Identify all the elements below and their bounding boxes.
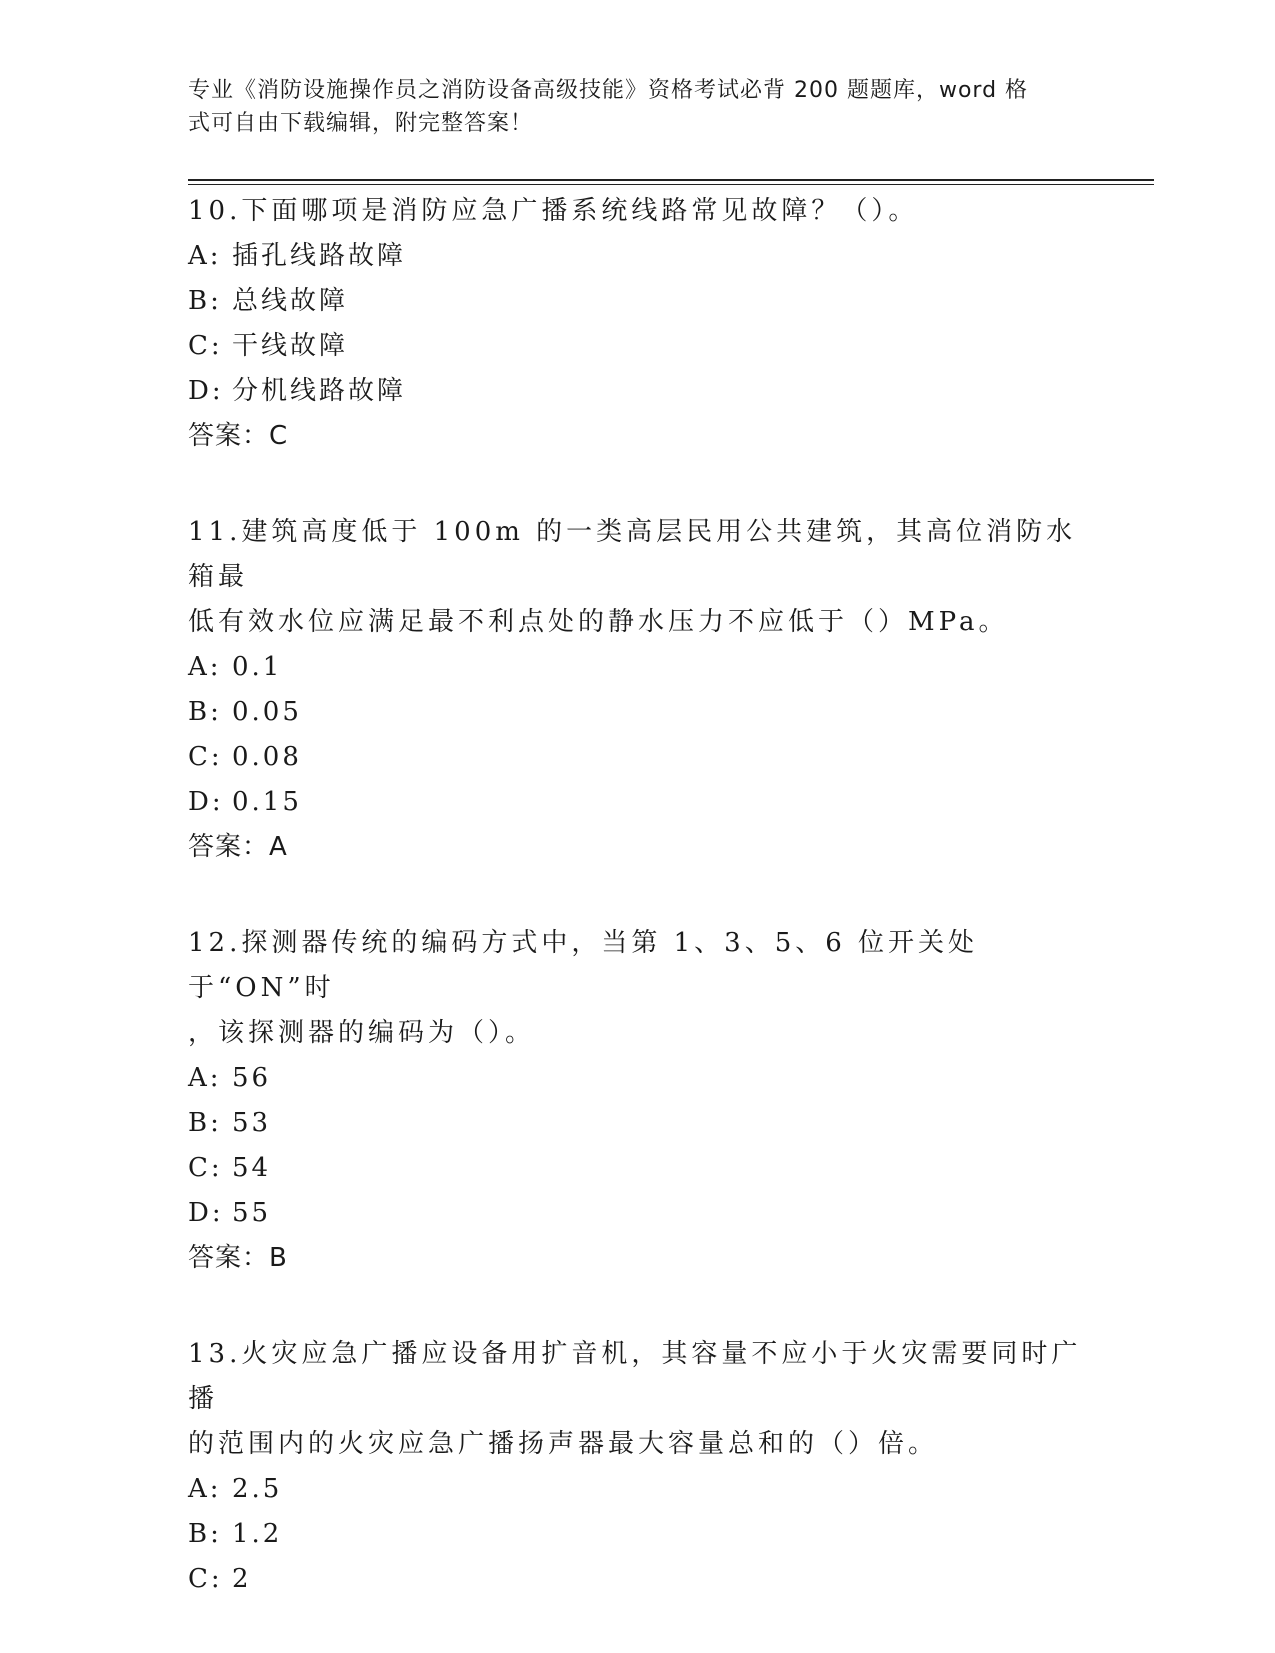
question-11	[188, 510, 1088, 870]
question-12	[188, 921, 1088, 1281]
option-a	[188, 1467, 1088, 1512]
option-text: 0.1	[232, 652, 283, 682]
question-text-line: 11.建筑高度低于 100m 的一类高层民用公共建筑，其高位消防水箱最	[188, 517, 1077, 592]
option-text: 55	[232, 1198, 272, 1228]
option-text: 56	[232, 1063, 272, 1093]
option-letter: C:	[188, 1564, 223, 1594]
option-text: 53	[232, 1108, 272, 1138]
option-c	[188, 735, 1088, 780]
question-text	[188, 1332, 1088, 1467]
question-list	[188, 189, 1088, 1653]
option-letter: A:	[188, 1474, 222, 1504]
option-c	[188, 1146, 1088, 1191]
option-letter: D:	[188, 376, 224, 406]
option-letter: B:	[188, 1108, 222, 1138]
option-text: 分机线路故障	[232, 376, 407, 406]
option-letter: A:	[188, 652, 222, 682]
option-letter: B:	[188, 697, 222, 727]
option-text: 总线故障	[232, 286, 349, 316]
option-text: 0.08	[232, 742, 302, 772]
option-letter: B:	[188, 286, 222, 316]
question-text-line: 的范围内的火灾应急广播扬声器最大容量总和的（）倍。	[188, 1429, 939, 1459]
option-d	[188, 1191, 1088, 1236]
option-text: 2	[232, 1564, 252, 1594]
answer-line: 答案：C	[188, 421, 289, 451]
option-text: 插孔线路故障	[232, 241, 407, 271]
option-letter: D:	[188, 787, 224, 817]
option-text: 54	[232, 1153, 272, 1183]
option-c	[188, 324, 1088, 369]
option-b	[188, 279, 1088, 324]
option-text: 2.5	[232, 1474, 283, 1504]
option-letter: C:	[188, 742, 223, 772]
option-letter: A:	[188, 1063, 222, 1093]
question-text	[188, 921, 1088, 1056]
option-text: 0.05	[232, 697, 302, 727]
option-b	[188, 1101, 1088, 1146]
option-letter: C:	[188, 331, 223, 361]
option-b	[188, 1512, 1088, 1557]
header-line-1: 专业《消防设施操作员之消防设备高级技能》资格考试必背 200 题题库，word 格	[188, 78, 1029, 103]
option-text: 1.2	[232, 1519, 283, 1549]
question-10	[188, 189, 1088, 459]
option-a	[188, 1056, 1088, 1101]
option-letter: C:	[188, 1153, 223, 1183]
question-text-line: 13.火灾应急广播应设备用扩音机，其容量不应小于火灾需要同时广播	[188, 1339, 1082, 1414]
header-divider	[188, 179, 1154, 185]
option-b	[188, 690, 1088, 735]
question-text	[188, 189, 1088, 234]
question-text	[188, 510, 1088, 645]
question-text-line: 低有效水位应满足最不利点处的静水压力不应低于（）MPa。	[188, 607, 1009, 637]
option-text: 0.15	[232, 787, 302, 817]
question-13	[188, 1332, 1088, 1602]
header-line-2: 式可自由下载编辑，附完整答案！	[188, 111, 534, 136]
answer-line: 答案：A	[188, 832, 288, 862]
option-letter: B:	[188, 1519, 222, 1549]
question-text-line: 10.下面哪项是消防应急广播系统线路常见故障？（）。	[188, 196, 919, 226]
option-a	[188, 645, 1088, 690]
question-text-line: 12.探测器传统的编码方式中，当第 1、3、5、6 位开关处于“ON”时	[188, 928, 979, 1003]
question-text-line: ，该探测器的编码为（）。	[188, 1018, 536, 1048]
option-letter: D:	[188, 1198, 224, 1228]
option-text: 干线故障	[232, 331, 349, 361]
option-d	[188, 369, 1088, 414]
document-header	[188, 74, 1088, 140]
option-c	[188, 1557, 1088, 1602]
option-a	[188, 234, 1088, 279]
option-d	[188, 780, 1088, 825]
answer-line: 答案：B	[188, 1243, 288, 1273]
option-letter: A:	[188, 241, 222, 271]
